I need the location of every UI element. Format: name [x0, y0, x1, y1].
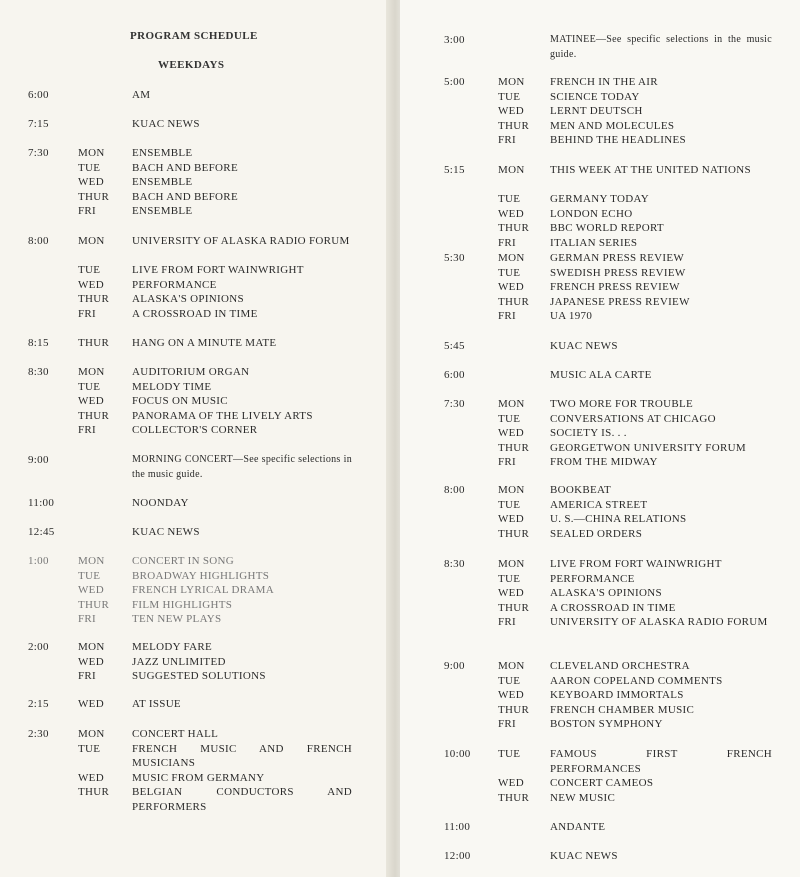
slot-day: FRI — [78, 424, 97, 437]
program-title: KUAC NEWS — [132, 526, 200, 538]
schedule-row — [0, 234, 392, 263]
schedule-row — [400, 397, 800, 412]
slot-day: FRI — [78, 205, 97, 218]
schedule-row — [400, 615, 800, 644]
program-title: SCIENCE TODAY — [550, 90, 640, 103]
slot-time: 8:15 — [28, 337, 49, 349]
program-title: AM — [132, 89, 151, 101]
slot-day: THUR — [78, 598, 110, 611]
slot-day: TUE — [498, 90, 521, 103]
program-title: SWEDISH PRESS REVIEW — [550, 266, 686, 279]
program-title: BOOKBEAT — [550, 484, 612, 496]
slot-time: 5:00 — [444, 76, 465, 88]
program-title: FRENCH LYRICAL DRAMA — [132, 584, 275, 597]
slot-day: TUE — [498, 193, 521, 206]
slot-day: FRI — [498, 236, 517, 249]
slot-time: 9:00 — [28, 454, 49, 466]
schedule-row — [0, 175, 392, 190]
program-title: UNIVERSITY OF ALASKA RADIO FORUM — [550, 616, 768, 629]
program-title: BOSTON SYMPHONY — [550, 718, 663, 731]
schedule-row — [400, 133, 800, 148]
program-title: BBC WORLD REPORT — [550, 222, 664, 235]
program-title: UNIVERSITY OF ALASKA RADIO FORUM — [132, 235, 350, 247]
slot-day: THUR — [498, 601, 530, 614]
schedule-row — [400, 368, 800, 383]
slot-day: THUR — [498, 441, 530, 454]
program-title: KUAC NEWS — [550, 340, 618, 352]
schedule-row — [0, 409, 392, 424]
time-slot — [400, 163, 800, 251]
slot-day: FRI — [498, 456, 517, 469]
time-slot — [0, 117, 392, 132]
page-title: PROGRAM SCHEDULE — [130, 30, 258, 42]
slot-day: WED — [78, 278, 104, 291]
program-title: LIVE FROM FORT WAINWRIGHT — [550, 558, 722, 570]
schedule-row — [400, 309, 800, 324]
schedule-row — [400, 33, 800, 62]
time-slot — [0, 453, 392, 482]
program-title: ENSEMBLE — [132, 147, 193, 159]
slot-time: 1:00 — [28, 555, 49, 567]
time-slot — [0, 365, 392, 438]
schedule-row — [400, 90, 800, 105]
slot-day: FRI — [78, 613, 97, 626]
program-title: MUSIC ALA CARTE — [550, 369, 652, 381]
slot-day: WED — [498, 689, 524, 702]
slot-day: MON — [78, 641, 105, 653]
schedule-row — [0, 423, 392, 438]
schedule-row — [0, 307, 392, 322]
program-title: LERNT DEUTSCH — [550, 105, 643, 118]
slot-day: MON — [498, 660, 525, 672]
time-slot — [0, 525, 392, 540]
schedule-row — [0, 380, 392, 395]
program-title: SEALED ORDERS — [550, 527, 643, 540]
schedule-row — [0, 292, 392, 307]
schedule-row — [400, 221, 800, 236]
page-subtitle: WEEKDAYS — [158, 59, 225, 71]
schedule-row — [400, 104, 800, 119]
program-title: CONVERSATIONS AT CHICAGO — [550, 412, 716, 425]
program-title: SUGGESTED SOLUTIONS — [132, 670, 266, 683]
program-title: A CROSSROAD IN TIME — [132, 307, 258, 320]
program-title: JAPANESE PRESS REVIEW — [550, 295, 690, 308]
program-title: U. S.—CHINA RELATIONS — [550, 513, 687, 526]
schedule-row — [400, 527, 800, 542]
slot-day: WED — [498, 777, 524, 790]
schedule-row — [0, 394, 392, 409]
slot-day: FRI — [78, 307, 97, 320]
slot-day: THUR — [78, 337, 110, 349]
slot-day: WED — [78, 584, 104, 597]
time-slot — [400, 820, 800, 835]
slot-day: MON — [78, 235, 105, 247]
slot-day: THUR — [498, 295, 530, 308]
program-title: ITALIAN SERIES — [550, 236, 638, 249]
program-title: TWO MORE FOR TROUBLE — [550, 398, 693, 410]
schedule-row — [400, 498, 800, 513]
program-title: FROM THE MIDWAY — [550, 456, 658, 469]
right-page — [400, 0, 800, 877]
schedule-row — [0, 453, 392, 482]
program-title: LIVE FROM FORT WAINWRIGHT — [132, 264, 304, 277]
slot-day: THUR — [78, 786, 110, 799]
slot-day: THUR — [78, 409, 110, 422]
program-title: KUAC NEWS — [550, 850, 618, 862]
schedule-row — [400, 75, 800, 90]
program-title: NOONDAY — [132, 497, 189, 509]
schedule-row — [0, 336, 392, 351]
schedule-row — [400, 119, 800, 134]
slot-day: WED — [78, 176, 104, 189]
schedule-row — [400, 512, 800, 527]
program-title: ENSEMBLE — [132, 205, 193, 218]
slot-day: TUE — [78, 264, 101, 277]
slot-time: 7:30 — [444, 398, 465, 410]
schedule-row — [400, 236, 800, 251]
slot-day: WED — [498, 207, 524, 220]
time-slot — [0, 727, 392, 815]
slot-day: TUE — [78, 161, 101, 174]
program-title: NEW MUSIC — [550, 791, 616, 804]
program-title: MELODY FARE — [132, 641, 212, 653]
schedule-row — [0, 612, 392, 627]
program-title: COLLECTOR'S CORNER — [132, 424, 258, 437]
time-slot — [0, 697, 392, 712]
time-slot — [400, 397, 800, 470]
schedule-row — [400, 455, 800, 470]
slot-day: THUR — [498, 791, 530, 804]
slot-day: WED — [498, 281, 524, 294]
schedule-row — [0, 640, 392, 655]
time-slot — [400, 483, 800, 541]
program-title: FRENCH IN THE AIR — [550, 76, 658, 88]
program-title: FOCUS ON MUSIC — [132, 395, 228, 408]
program-title: FRENCH CHAMBER MUSIC — [550, 703, 695, 716]
schedule-row — [400, 251, 800, 266]
schedule-row — [400, 688, 800, 703]
program-title: HANG ON A MINUTE MATE — [132, 337, 277, 349]
program-title: LONDON ECHO — [550, 207, 633, 220]
schedule-row — [400, 849, 800, 864]
slot-day: FRI — [498, 310, 517, 323]
program-title: BROADWAY HIGHLIGHTS — [132, 569, 270, 582]
schedule-row — [400, 207, 800, 222]
slot-day: MON — [498, 484, 525, 496]
slot-time: 8:30 — [444, 558, 465, 570]
program-title: AUDITORIUM ORGAN — [132, 366, 250, 378]
time-slot — [400, 368, 800, 383]
slot-day: FRI — [78, 670, 97, 683]
time-slot — [0, 146, 392, 219]
slot-day: THUR — [498, 222, 530, 235]
schedule-row — [400, 441, 800, 456]
time-slot — [400, 251, 800, 324]
schedule-row — [0, 669, 392, 684]
time-slot — [0, 496, 392, 511]
slot-day: WED — [498, 513, 524, 526]
slot-day: TUE — [498, 412, 521, 425]
slot-time: 5:15 — [444, 164, 465, 176]
program-title: GERMAN PRESS REVIEW — [550, 252, 685, 264]
program-title: BACH AND BEFORE — [132, 161, 238, 174]
schedule-row — [400, 295, 800, 310]
slot-day: THUR — [78, 293, 110, 306]
slot-day: WED — [78, 655, 104, 668]
slot-day: WED — [498, 427, 524, 440]
slot-time: 9:00 — [444, 660, 465, 672]
schedule-row — [400, 659, 800, 674]
schedule-row — [0, 88, 392, 103]
program-title: PERFORMANCE — [550, 572, 635, 585]
program-title: CONCERT IN SONG — [132, 555, 235, 567]
program-title: A CROSSROAD IN TIME — [550, 601, 676, 614]
schedule-row — [400, 339, 800, 354]
slot-time: 2:00 — [28, 641, 49, 653]
program-title: ALASKA'S OPINIONS — [132, 293, 244, 306]
slot-day: TUE — [78, 742, 101, 755]
schedule-row — [0, 365, 392, 380]
slot-time: 3:00 — [444, 34, 465, 46]
program-title: MATINEE—See specific selections in the music guide. — [550, 34, 772, 60]
slot-day: TUE — [78, 569, 101, 582]
slot-day: MON — [498, 398, 525, 410]
schedule-row — [0, 190, 392, 205]
program-title: SOCIETY IS. . . — [550, 427, 627, 440]
schedule-row — [0, 554, 392, 569]
schedule-row — [0, 727, 392, 742]
schedule-row — [0, 146, 392, 161]
program-title: GEORGETWON UNIVERSITY FORUM — [550, 441, 746, 454]
time-slot — [400, 339, 800, 354]
schedule-row — [0, 496, 392, 511]
slot-day: WED — [78, 771, 104, 784]
program-title: MORNING CONCERT—See specific selections in the music guide. — [132, 454, 352, 480]
program-title: PERFORMANCE — [132, 278, 217, 291]
schedule-row — [0, 161, 392, 176]
left-page — [0, 0, 392, 877]
slot-day: TUE — [498, 498, 521, 511]
schedule-row — [0, 278, 392, 293]
program-title: PANORAMA OF THE LIVELY ARTS — [132, 409, 313, 422]
slot-day: MON — [498, 558, 525, 570]
slot-day: FRI — [498, 134, 517, 147]
slot-time: 6:00 — [28, 89, 49, 101]
slot-day: MON — [78, 555, 105, 567]
schedule-row — [0, 655, 392, 670]
program-title: MELODY TIME — [132, 380, 212, 393]
schedule-row — [400, 483, 800, 498]
schedule-row — [400, 412, 800, 427]
program-title: ANDANTE — [550, 821, 606, 833]
program-title: AT ISSUE — [132, 698, 181, 710]
schedule-row — [400, 586, 800, 601]
time-slot — [400, 557, 800, 645]
program-title: JAZZ UNLIMITED — [132, 655, 226, 668]
program-title: BACH AND BEFORE — [132, 190, 238, 203]
schedule-row — [400, 747, 800, 776]
schedule-row — [400, 717, 800, 732]
schedule-row — [0, 263, 392, 278]
program-title: FAMOUS FIRST FRENCH PERFORMANCES — [550, 748, 772, 775]
schedule-row — [400, 601, 800, 616]
program-title: FRENCH PRESS REVIEW — [550, 281, 680, 294]
schedule-row — [400, 572, 800, 587]
slot-time: 8:00 — [444, 484, 465, 496]
slot-day: TUE — [498, 748, 521, 760]
program-title: CONCERT CAMEOS — [550, 777, 654, 790]
program-title: UA 1970 — [550, 310, 593, 323]
schedule-row — [400, 426, 800, 441]
schedule-row — [0, 204, 392, 219]
program-title: AARON COPELAND COMMENTS — [550, 674, 723, 687]
schedule-row — [400, 557, 800, 572]
schedule-row — [0, 771, 392, 786]
slot-time: 11:00 — [28, 497, 55, 509]
time-slot — [0, 336, 392, 351]
schedule-row — [0, 117, 392, 132]
slot-time: 7:30 — [28, 147, 49, 159]
program-title: KEYBOARD IMMORTALS — [550, 689, 684, 702]
schedule-row — [400, 674, 800, 689]
schedule-row — [0, 598, 392, 613]
program-title: FILM HIGHLIGHTS — [132, 598, 233, 611]
program-title: MUSIC FROM GERMANY — [132, 771, 265, 784]
slot-time: 6:00 — [444, 369, 465, 381]
time-slot — [400, 747, 800, 805]
slot-day: MON — [498, 76, 525, 88]
program-title: TEN NEW PLAYS — [132, 613, 222, 626]
slot-day: WED — [78, 395, 104, 408]
slot-day: WED — [498, 105, 524, 118]
slot-time: 8:30 — [28, 366, 49, 378]
schedule-row — [0, 742, 392, 771]
program-title: ENSEMBLE — [132, 176, 193, 189]
slot-day: TUE — [78, 380, 101, 393]
slot-day: THUR — [498, 703, 530, 716]
schedule-row — [0, 525, 392, 540]
slot-day: TUE — [498, 266, 521, 279]
program-title: ALASKA'S OPINIONS — [550, 587, 662, 600]
slot-time: 8:00 — [28, 235, 49, 247]
program-title: BEHIND THE HEADLINES — [550, 134, 686, 147]
slot-day: THUR — [498, 527, 530, 540]
program-title: MEN AND MOLECULES — [550, 119, 675, 132]
time-slot — [0, 88, 392, 103]
schedule-row — [400, 703, 800, 718]
program-title: GERMANY TODAY — [550, 193, 649, 206]
slot-time: 5:45 — [444, 340, 465, 352]
schedule-row — [0, 583, 392, 598]
slot-day: FRI — [498, 616, 517, 629]
program-title: FRENCH MUSIC AND FRENCH MUSICIANS — [132, 742, 352, 770]
program-title: THIS WEEK AT THE UNITED NATIONS — [550, 164, 751, 176]
schedule-row — [0, 785, 392, 814]
program-title: CONCERT HALL — [132, 728, 219, 740]
time-slot — [400, 33, 800, 62]
slot-day: TUE — [498, 674, 521, 687]
slot-day: THUR — [498, 119, 530, 132]
slot-time: 12:45 — [28, 526, 55, 538]
slot-time: 12:00 — [444, 850, 471, 862]
slot-time: 2:30 — [28, 728, 49, 740]
slot-day: FRI — [498, 718, 517, 731]
program-title: CLEVELAND ORCHESTRA — [550, 660, 690, 672]
slot-day: THUR — [78, 190, 110, 203]
slot-time: 5:30 — [444, 252, 465, 264]
slot-day: TUE — [498, 572, 521, 585]
time-slot — [400, 659, 800, 732]
slot-day: MON — [498, 164, 525, 176]
slot-day: MON — [78, 728, 105, 740]
slot-time: 10:00 — [444, 748, 471, 760]
program-title: KUAC NEWS — [132, 118, 200, 130]
schedule-row — [400, 791, 800, 806]
slot-time: 11:00 — [444, 821, 471, 833]
time-slot — [400, 75, 800, 148]
slot-day: WED — [78, 698, 104, 710]
time-slot — [0, 554, 392, 627]
schedule-row — [400, 776, 800, 791]
slot-day: WED — [498, 587, 524, 600]
slot-day: MON — [78, 366, 105, 378]
time-slot — [0, 234, 392, 322]
slot-day: MON — [78, 147, 105, 159]
schedule-row — [400, 266, 800, 281]
slot-time: 2:15 — [28, 698, 49, 710]
schedule-row — [400, 820, 800, 835]
schedule-row — [400, 192, 800, 207]
slot-day: MON — [498, 252, 525, 264]
slot-time: 7:15 — [28, 118, 49, 130]
program-title: BELGIAN CONDUCTORS AND PERFORMERS — [132, 786, 352, 813]
time-slot — [0, 640, 392, 684]
schedule-row — [0, 569, 392, 584]
schedule-row — [400, 280, 800, 295]
schedule-row — [0, 697, 392, 712]
schedule-row — [400, 163, 800, 192]
time-slot — [400, 849, 800, 864]
program-title: AMERICA STREET — [550, 498, 648, 511]
